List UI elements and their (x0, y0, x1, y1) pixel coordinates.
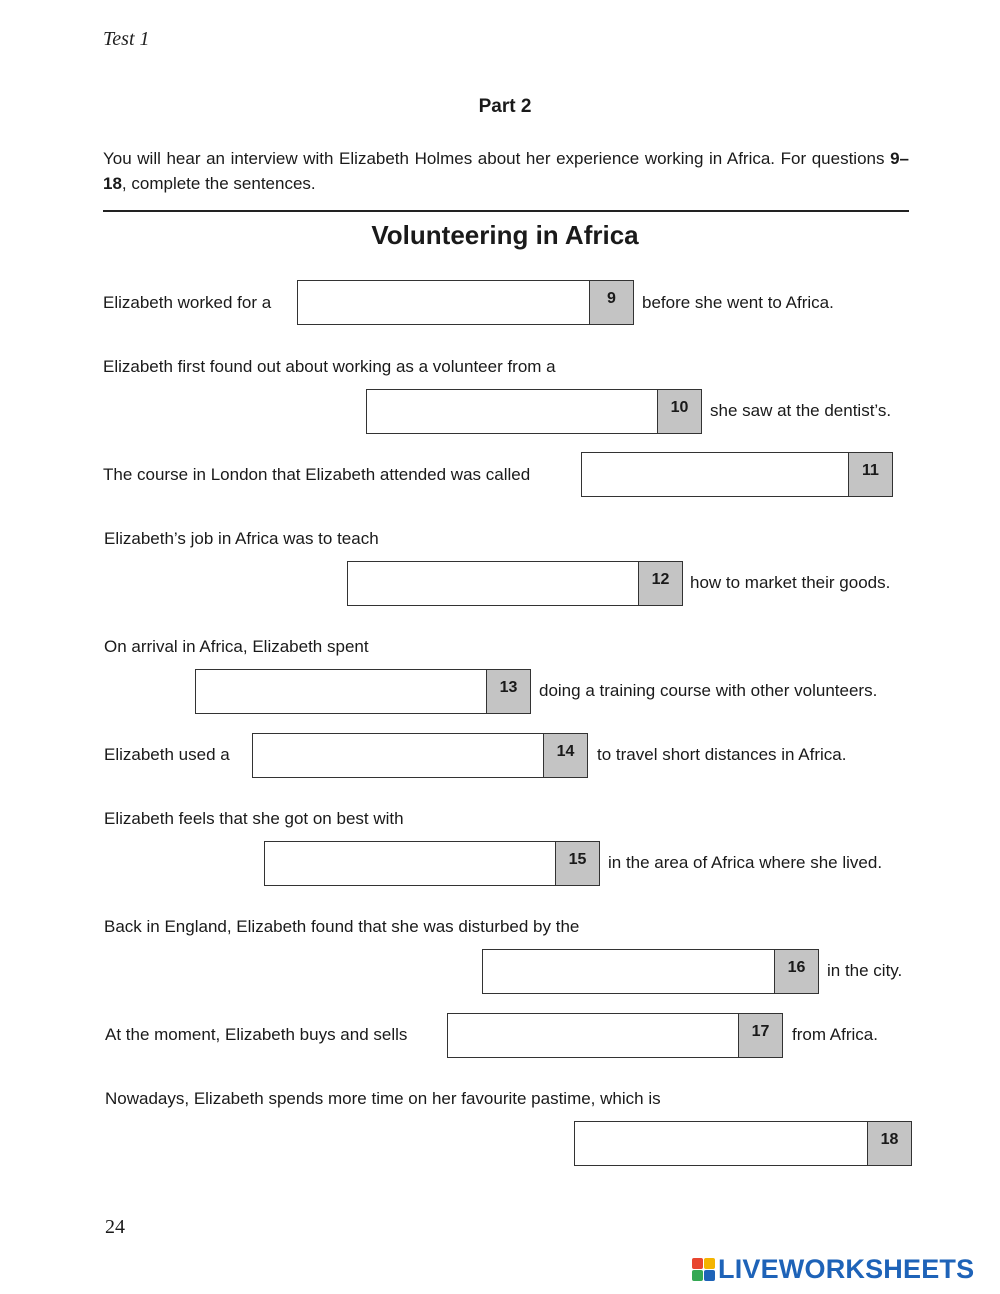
answer-box-9 (297, 280, 634, 325)
question-14-after: to travel short distances in Africa. (597, 745, 847, 764)
question-15-text: Elizabeth feels that she got on best with (104, 809, 404, 828)
question-9-text: Elizabeth worked for a (103, 293, 272, 312)
question-number-13: 13 (486, 670, 530, 713)
question-number-18: 18 (867, 1122, 911, 1165)
answer-box-14 (252, 733, 588, 778)
answer-input-16[interactable] (483, 950, 774, 993)
question-number-15: 15 (555, 842, 599, 885)
question-14-text: Elizabeth used a (104, 745, 230, 764)
page-number: 24 (105, 1216, 125, 1238)
question-12-after: how to market their goods. (690, 573, 891, 592)
answer-input-15[interactable] (265, 842, 555, 885)
question-17-text: At the moment, Elizabeth buys and sells (105, 1025, 408, 1044)
answer-box-15 (264, 841, 600, 886)
instructions (103, 146, 909, 196)
part-title: Part 2 (478, 96, 532, 117)
question-13-text: On arrival in Africa, Elizabeth spent (104, 637, 369, 656)
test-label: Test 1 (103, 28, 150, 50)
answer-box-13 (195, 669, 531, 714)
question-18-text: Nowadays, Elizabeth spends more time on her favourite pastime, which is (105, 1089, 661, 1108)
question-17-after: from Africa. (792, 1025, 878, 1044)
question-number-9: 9 (589, 281, 633, 324)
answer-box-16 (482, 949, 819, 994)
answer-box-11 (581, 452, 893, 497)
answer-input-10[interactable] (367, 390, 657, 433)
question-range: 9–18 (103, 149, 909, 193)
brand-name: LIVEWORKSHEETS (718, 1254, 975, 1284)
question-16-text: Back in England, Elizabeth found that she was disturbed by the (104, 917, 580, 936)
answer-box-12 (347, 561, 683, 606)
answer-input-14[interactable] (253, 734, 543, 777)
answer-input-13[interactable] (196, 670, 486, 713)
liveworksheets-logo (692, 1254, 974, 1285)
question-number-14: 14 (543, 734, 587, 777)
answer-input-9[interactable] (298, 281, 589, 324)
answer-box-17 (447, 1013, 783, 1058)
answer-input-17[interactable] (448, 1014, 738, 1057)
question-15-after: in the area of Africa where she lived. (608, 853, 883, 872)
question-12-text: Elizabeth’s job in Africa was to teach (104, 529, 379, 548)
question-number-17: 17 (738, 1014, 782, 1057)
answer-box-18 (574, 1121, 912, 1166)
logo-square-yellow (704, 1258, 715, 1269)
liveworksheets-icon (692, 1258, 715, 1281)
question-number-11: 11 (848, 453, 892, 496)
question-10-text: Elizabeth first found out about working as a volunteer from a (103, 357, 556, 376)
answer-input-11[interactable] (582, 453, 848, 496)
question-16-after: in the city. (827, 961, 903, 980)
question-11-text: The course in London that Elizabeth attended was called (103, 465, 531, 484)
question-13-after: doing a training course with other volunteers. (539, 681, 878, 700)
worksheet-title: Volunteering in Africa (371, 220, 639, 250)
answer-input-12[interactable] (348, 562, 638, 605)
answer-input-18[interactable] (575, 1122, 867, 1165)
instructions-text: You will hear an interview with Elizabeth Holmes about her experience working in Africa. For questions (103, 149, 891, 168)
logo-square-blue (704, 1270, 715, 1281)
question-number-12: 12 (638, 562, 682, 605)
logo-square-red (692, 1258, 703, 1269)
divider (103, 210, 909, 212)
instructions-end: , complete the sentences. (121, 174, 316, 193)
question-number-10: 10 (657, 390, 701, 433)
question-9-after: before she went to Africa. (642, 293, 834, 312)
logo-square-green (692, 1270, 703, 1281)
question-10-after: she saw at the dentist’s. (710, 401, 892, 420)
answer-box-10 (366, 389, 702, 434)
question-number-16: 16 (774, 950, 818, 993)
